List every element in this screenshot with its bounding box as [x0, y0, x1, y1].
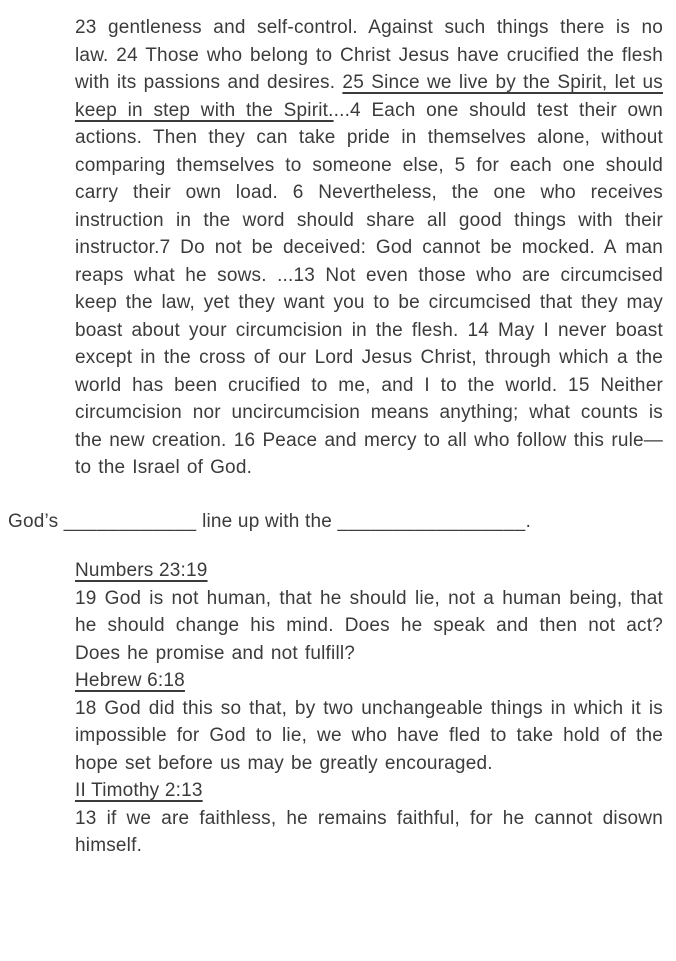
fill-in-suffix: .	[525, 510, 532, 532]
reference-heading-hebrews-text: Hebrew 6:18	[75, 670, 185, 691]
reference-heading-timothy	[75, 777, 663, 805]
reference-heading-hebrews	[75, 667, 663, 695]
reference-text-timothy: 13 if we are faithless, he remains faithful, for he cannot disown himself.	[75, 807, 663, 856]
fill-in-blank-line	[8, 508, 676, 536]
galatians-passage	[75, 14, 663, 482]
reference-text-hebrews: 18 God did this so that, by two unchangeable things in which it is impossible for God to lie, we who have fled to take hold of the hope set before us may be greatly encouraged.	[75, 697, 663, 774]
reference-text-numbers: 19 God is not human, that he should lie, not a human being, that he should change his mind. Does he speak and then not act? Does he promise and not fulfill?	[75, 587, 663, 664]
reference-heading-numbers-text: Numbers 23:19	[75, 560, 208, 581]
fill-in-middle: line up with the	[196, 510, 338, 532]
reference-heading-numbers	[75, 557, 663, 585]
passage-segment-1: 23 gentleness and self-control. Against such things there is no law. 24 Those who belong to Christ Jesus have crucified the flesh with its passions and desires.	[75, 17, 663, 93]
scripture-references	[75, 557, 663, 860]
blank-1: ____________	[63, 510, 197, 532]
blank-2: _________________	[337, 510, 526, 532]
passage-underlined-segment: 25 Since we live by the Spirit, let us keep in step with the Spirit.	[75, 72, 663, 121]
fill-in-prefix: God’s	[8, 510, 64, 532]
passage-segment-2: ...4 Each one should test their own actions. Then they can take pride in themselves alone, without comparing themselves to someone else, 5 for each one should carry their own load. 6 Nevertheless, the one who receives instruction in the word should share all good things with their instructor.7 Do not be deceived: God cannot be mocked. A man reaps what he sows. ...13 Not even those who are circumcised keep the law, yet they want you to be circumcised that they may boast about your circumcision in the flesh. 14 May I never boast except in the cross of our Lord Jesus Christ, through which a the world has been crucified to me, and I to the world. 15 Neither circumcision nor uncircumcision means anything; what counts is the new creation. 16 Peace and mercy to all who follow this rule—to the Israel of God.	[75, 99, 663, 478]
reference-heading-timothy-text: II Timothy 2:13	[75, 780, 203, 801]
